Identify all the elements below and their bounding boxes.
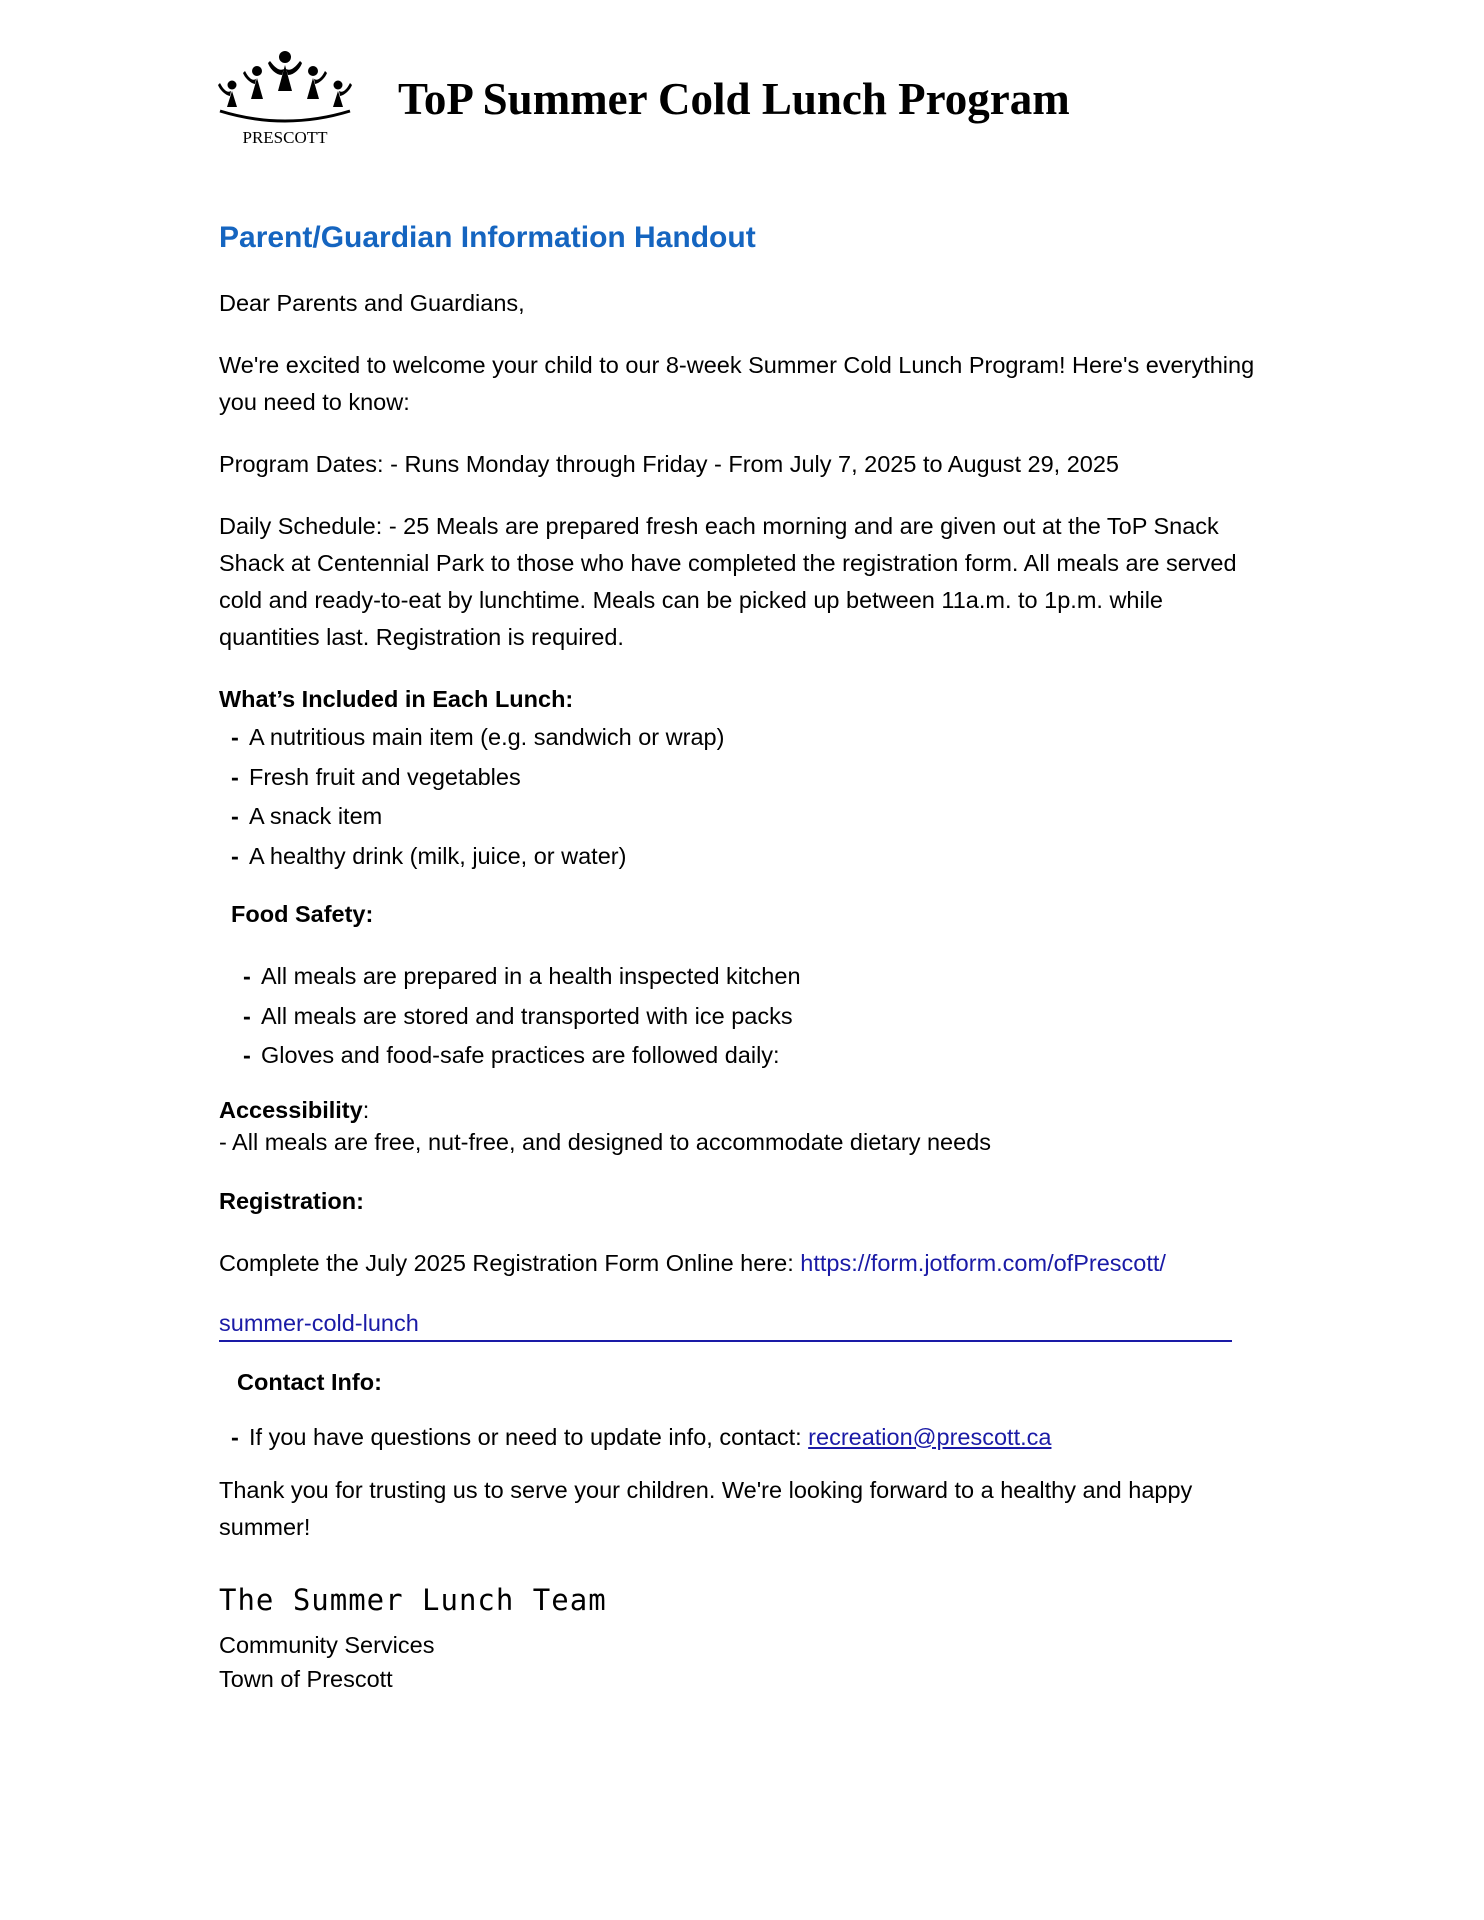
- registration-link-continued[interactable]: summer-cold-lunch: [219, 1307, 1232, 1342]
- intro-paragraph: We're excited to welcome your child to our 8-week Summer Cold Lunch Program! Here's everything you need to know:: [219, 352, 1255, 415]
- header: [212, 45, 1212, 155]
- greeting: Dear Parents and Guardians,: [219, 290, 525, 316]
- list-item: - All meals are stored and transported with ice packs: [243, 1002, 793, 1029]
- included-heading: What’s Included in Each Lunch:: [219, 686, 574, 712]
- logo-text: PRESCOTT: [242, 128, 328, 147]
- contact-line: - If you have questions or need to update info, contact: recreation@prescott.ca: [231, 1423, 1052, 1450]
- program-dates: Program Dates: - Runs Monday through Friday - From July 7, 2025 to August 29, 2025: [219, 451, 1119, 477]
- list-item: - Fresh fruit and vegetables: [231, 763, 521, 790]
- food-safety-list: [219, 957, 1259, 1076]
- department: Community Services: [219, 1631, 435, 1658]
- accessibility-heading-line: Accessibility:: [219, 1096, 370, 1123]
- document-title: ToP Summer Cold Lunch Program: [398, 74, 1070, 124]
- signature: The Summer Lunch Team: [219, 1582, 607, 1617]
- handout-subtitle: Parent/Guardian Information Handout: [219, 221, 756, 254]
- accessibility-heading: Accessibility: [219, 1096, 363, 1123]
- list-item: - A snack item: [231, 803, 383, 829]
- registration-text-line: Complete the July 2025 Registration Form Online here: https://form.jotform.com/ofPrescott/: [219, 1249, 1166, 1276]
- list-item: - Gloves and food-safe practices are followed daily:: [243, 1042, 780, 1068]
- contact-heading: Contact Info:: [237, 1368, 382, 1395]
- list-item: - A nutritious main item (e.g. sandwich or wrap): [231, 724, 725, 750]
- daily-schedule: Daily Schedule: - 25 Meals are prepared fresh each morning and are given out at the ToP Snack Shack at Centennial Park to those who have completed the registration form. All meals are served cold and ready-to-eat by lunchtime. Meals can be picked up between 11a.m. to 1p.m. while quantities last. Registration is required.: [219, 513, 1237, 650]
- contact-email-link[interactable]: recreation@prescott.ca: [808, 1423, 1052, 1450]
- registration-heading: Registration:: [219, 1187, 364, 1214]
- handout-body: [219, 218, 1259, 1696]
- registration-link[interactable]: https://form.jotform.com/ofPrescott/: [800, 1249, 1166, 1276]
- prescott-logo: [212, 45, 358, 151]
- food-safety-heading: Food Safety:: [231, 901, 374, 927]
- list-item: - All meals are prepared in a health inspected kitchen: [243, 963, 801, 989]
- town: Town of Prescott: [219, 1665, 393, 1692]
- list-item: - A healthy drink (milk, juice, or water): [231, 842, 627, 869]
- closing-block: [219, 1628, 1259, 1696]
- accessibility-text: - All meals are free, nut-free, and designed to accommodate dietary needs: [219, 1128, 992, 1155]
- included-list: [219, 718, 1259, 876]
- thanks-paragraph: Thank you for trusting us to serve your children. We're looking forward to a healthy and happy summer!: [219, 1476, 1193, 1540]
